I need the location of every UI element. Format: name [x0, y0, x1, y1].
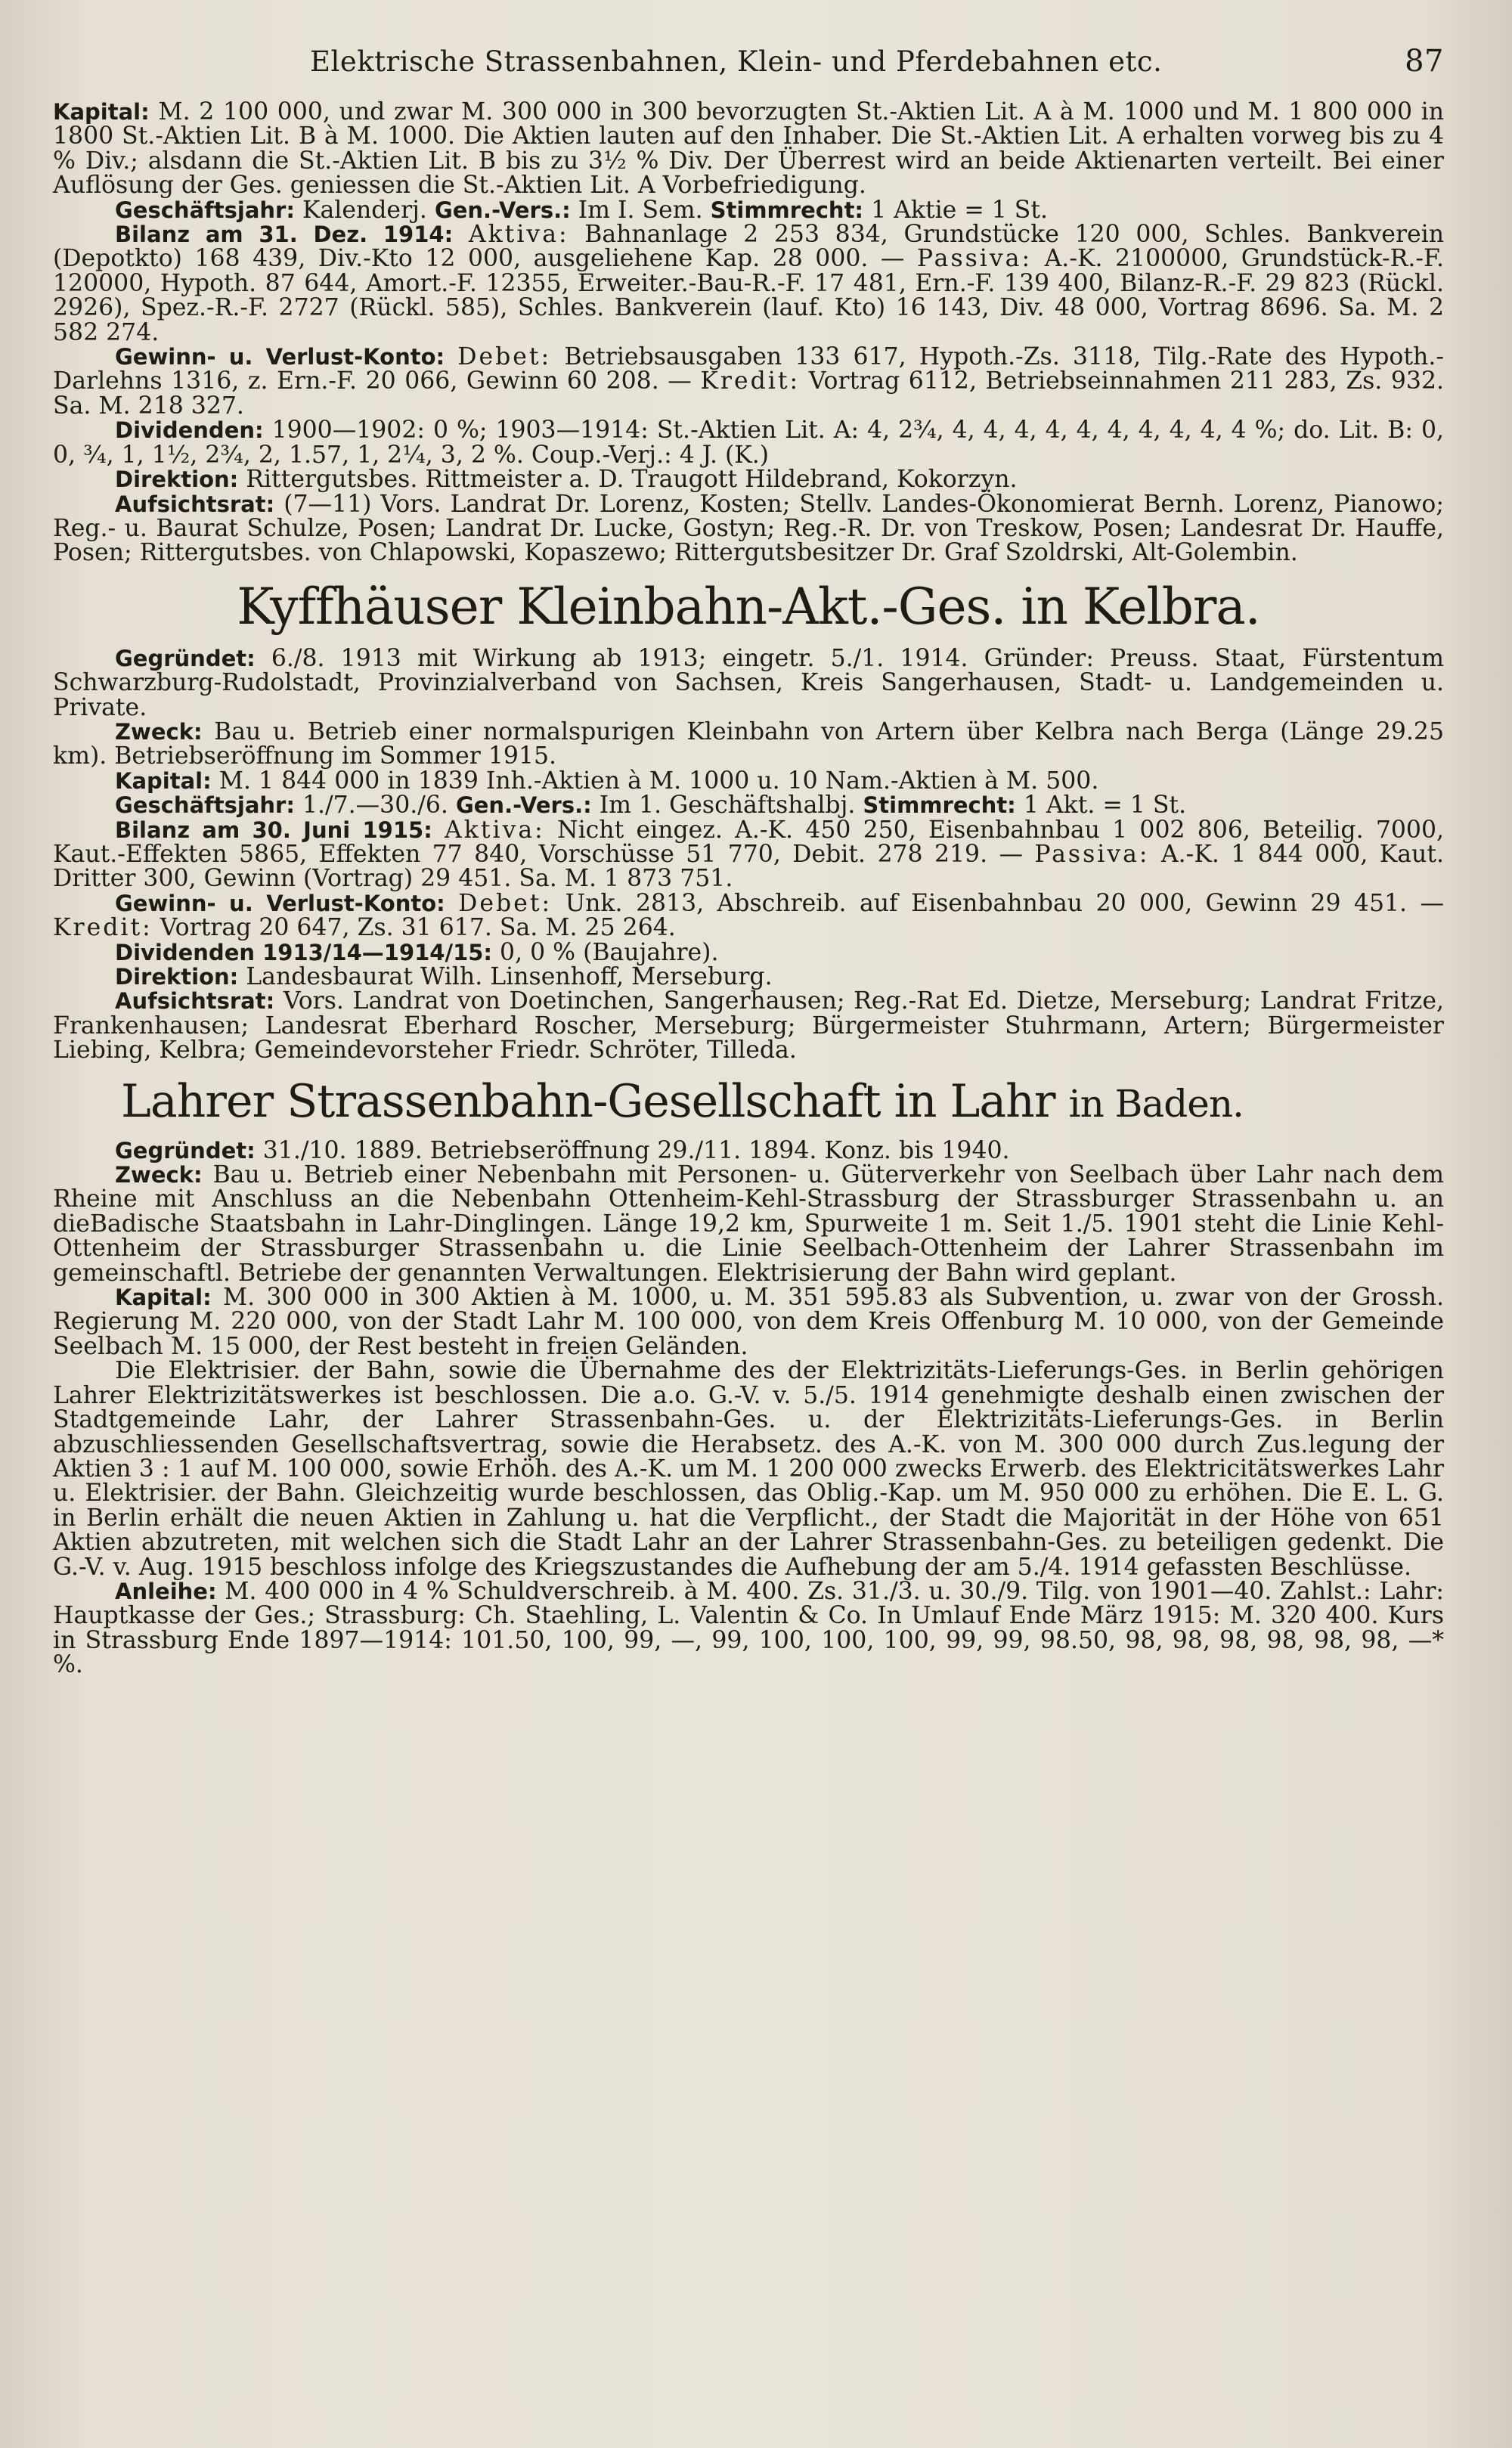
gegruendet-paragraph: Gegründet: 6./8. 1913 mit Wirkung ab 1913; eingetr. 5./1. 1914. Gründer: Preuss. Staat, Fürstentum Schwarzburg-Rudolstadt, Provinzialverband von Sachsen, Kreis Sangerhausen, Stadt- u. Landgemeinden u. Private.: [53, 644, 1444, 721]
company-heading-kyffhaeuser: Kyffhäuser Kleinbahn-Akt.-Ges. in Kelbra.: [237, 577, 1260, 636]
kapital-paragraph: Kapital: M. 1 844 000 in 1839 Inh.-Aktien à M. 1000 u. 10 Nam.-Aktien à M. 500.: [115, 767, 1099, 795]
zweck-paragraph: Zweck: Bau u. Betrieb einer normalspurigen Kleinbahn von Artern über Kelbra nach Berga (Länge 29.25 km). Betriebseröffnung im Sommer 1915.: [53, 717, 1445, 770]
kapital-paragraph: Kapital: M. 300 000 in 300 Aktien à M. 1000, u. M. 351 595.83 als Subvention, u. zwar von der Grossh. Regierung M. 220 000, von der Stadt Lahr M. 100 000, von dem Kreis Offenburg M. 10 000, von der Gemeinde Seelbach M. 15 000, der Rest besteht in freien Geländen.: [53, 1284, 1445, 1360]
zweck-paragraph: Zweck: Bau u. Betrieb einer Nebenbahn mit Personen- u. Güterverkehr von Seelbach über Lahr nach dem Rheine mit Anschluss an die Nebenbahn Ottenheim-Kehl-Strassburg der Strassburger Strassenbahn u. an dieBadische Staatsbahn in Lahr-Dinglingen. Länge 19,2 km, Spurweite 1 m. Seit 1./5. 1901 steht die Linie Kehl-Ottenheim der Strassburger Strassenbahn u. die Linie Seelbach-Ottenheim der Lahrer Strassenbahn im gemeinschaftl. Betriebe der genannten Verwaltungen. Elektrisierung der Bahn wird geplant.: [53, 1161, 1445, 1287]
direktion-paragraph: Direktion: Rittergutsbes. Rittmeister a. D. Traugott Hildebrand, Kokorzyn.: [115, 466, 1018, 494]
geschaeftsjahr-paragraph: Geschäftsjahr: Kalenderj. Gen.-Vers.: Im I. Sem. Stimmrecht: 1 Aktie = 1 St.: [115, 196, 1049, 224]
dividenden-paragraph: Dividenden 1913/14—1914/15: 0, 0 % (Baujahre).: [115, 938, 719, 966]
section-kyffhaeuser: [53, 578, 1444, 1063]
direktion-paragraph: Direktion: Landesbaurat Wilh. Linsenhoff, Merseburg.: [115, 963, 773, 990]
bilanz-paragraph: Bilanz am 30. Juni 1915: Aktiva: Nicht eingez. A.-K. 450 250, Eisenbahnbau 1 002 806, Beteilig. 7000, Kaut.-Effekten 5865, Effekten 77 840, Vorschüsse 51 770, Debit. 278 219. — Passiva: A.-K. 1 844 000, Kaut. Dritter 300, Gewinn (Vortrag) 29 451. Sa. M. 1 873 751.: [53, 816, 1444, 893]
running-title: Elektrische Strassenbahnen, Klein- und Pferdebahnen etc.: [310, 45, 1163, 78]
gewinn-verlust-paragraph: Gewinn- u. Verlust-Konto: Debet: Unk. 2813, Abschreib. auf Eisenbahnbau 20 000, Gewinn 29 451. — Kredit: Vortrag 20 647, Zs. 31 617. Sa. M. 25 264.: [53, 889, 1444, 942]
dividenden-paragraph: Dividenden: 1900—1902: 0 %; 1903—1914: St.-Aktien Lit. A: 4, 2¾, 4, 4, 4, 4, 4, 4, 4, 4, 4, 4 %; do. Lit. B: 0, 0, ¾, 1, 1½, 2¾, 2, 1.57, 1, 2¼, 3, 2 %. Coup.-Verj.: 4 J. (K.): [53, 417, 1445, 469]
elektrisierung-paragraph: Die Elektrisier. der Bahn, sowie die Übernahme des der Elektrizitäts-Lieferungs-Ges. in Berlin gehörigen Lahrer Elektrizitätswerkes ist beschlossen. Die a.o. G.-V. v. 5./5. 1914 genehmigte deshalb einen zwischen der Stadtgemeinde Lahr, der Lahrer Strassenbahn-Ges. u. der Elektrizitäts-Lieferungs-Ges. in Berlin abzuschliessenden Gesellschaftsvertrag, sowie die Herabsetz. des A.-K. von M. 300 000 durch Zus.legung der Aktien 3 : 1 auf M. 100 000, sowie Erhöh. des A.-K. um M. 1 200 000 zwecks Erwerb. des Elektricitätswerkes Lahr u. Elektrisier. der Bahn. Gleichzeitig wurde beschlossen, das Oblig.-Kap. um M. 950 000 zu erhöhen. Die E. L. G. in Berlin erhält die neuen Aktien in Zahlung u. hat die Verpflicht., der Stadt die Majorität in der Höhe von 651 Aktien abzutreten, mit welchen sich die Stadt Lahr an der Lahrer Strassenbahn-Ges. zu beteiligen gedenkt. Die G.-V. v. Aug. 1915 beschloss infolge des Kriegszustandes die Aufhebung der am 5./4. 1914 gefassten Beschlüsse.: [53, 1357, 1444, 1581]
section-lahrer: [53, 1075, 1444, 1678]
running-header: [53, 44, 1444, 100]
aufsichtsrat-paragraph: Aufsichtsrat: Vors. Landrat von Doetinchen, Sangerhausen; Reg.-Rat Ed. Dietze, Merseburg; Landrat Fritze, Frankenhausen; Landesrat Eberhard Roscher, Merseburg; Bürgermeister Stuhrmann, Artern; Bürgermeister Liebing, Kelbra; Gemeindevorsteher Friedr. Schröter, Tilleda.: [53, 987, 1444, 1064]
aufsichtsrat-paragraph: Aufsichtsrat: (7—11) Vors. Landrat Dr. Lorenz, Kosten; Stellv. Landes-Ökonomierat Bernh. Lorenz, Pianowo; Reg.- u. Baurat Schulze, Posen; Landrat Dr. Lucke, Gostyn; Reg.-R. Dr. von Treskow, Posen; Landesrat Dr. Hauffe, Posen; Rittergutsbes. von Chlapowski, Kopaszewo; Rittergutsbesitzer Dr. Graf Szoldrski, Alt-Golembin.: [53, 490, 1445, 567]
geschaeftsjahr-paragraph: Geschäftsjahr: 1./7.—30./6. Gen.-Vers.: Im 1. Geschäftshalbj. Stimmrecht: 1 Akt. = 1 St.: [115, 792, 1187, 820]
bilanz-paragraph: Bilanz am 31. Dez. 1914: Aktiva: Bahnanlage 2 253 834, Grundstücke 120 000, Schles. Bankverein (Depotkto) 168 439, Div.-Kto 12 000, ausgeliehene Kap. 28 000. — Passiva: A.-K. 2100000, Grundstück-R.-F. 120000, Hypoth. 87 644, Amort.-F. 12355, Erweiter.-Bau-R.-F. 17 481, Ern.-F. 139 400, Bilanz-R.-F. 29 823 (Rückl. 2926), Spez.-R.-F. 2727 (Rückl. 585), Schles. Bankverein (lauf. Kto) 16 143, Div. 48 000, Vortrag 8696. Sa. M. 2 582 274.: [53, 221, 1445, 346]
anleihe-paragraph: Anleihe: M. 400 000 in 4 % Schuldverschreib. à M. 400. Zs. 31./3. u. 30./9. Tilg. von 1901—40. Zahlst.: Lahr: Hauptkasse der Ges.; Strassburg: Ch. Staehling, L. Valentin & Co. In Umlauf Ende März 1915: M. 320 400. Kurs in Strassburg Ende 1897—1914: 101.50, 100, 99, —, 99, 100, 100, 100, 99, 99, 98.50, 98, 98, 98, 98, 98, 98, —* %.: [53, 1577, 1444, 1679]
gegruendet-paragraph: Gegründet: 31./10. 1889. Betriebseröffnung 29./11. 1894. Konz. bis 1940.: [115, 1136, 1010, 1164]
company-heading-lahrer: Lahrer Strassenbahn-Gesellschaft in Lahr in Baden.: [121, 1074, 1244, 1128]
gewinn-verlust-paragraph: Gewinn- u. Verlust-Konto: Debet: Betriebsausgaben 133 617, Hypoth.-Zs. 3118, Tilg.-Rate des Hypoth.-Darlehns 1316, z. Ern.-F. 20 066, Gewinn 60 208. — Kredit: Vortrag 6112, Betriebseinnahmen 211 283, Zs. 932. Sa. M. 218 327.: [53, 343, 1445, 420]
page-number: 87: [1405, 44, 1444, 79]
kapital-paragraph: Kapital: M. 2 100 000, und zwar M. 300 000 in 300 bevorzugten St.-Aktien Lit. A à M. 1000 und M. 1 800 000 in 1800 St.-Aktien Lit. B à M. 1000. Die Aktien lauten auf den Inhaber. Die St.-Aktien Lit. A erhalten vorweg bis zu 4 % Div.; alsdann die St.-Aktien Lit. B bis zu 3½ % Div. Der Überrest wird an beide Aktienarten verteilt. Bei einer Auflösung der Ges. geniessen die St.-Aktien Lit. A Vorbefriedigung.: [53, 98, 1444, 200]
section-previous-company: [53, 100, 1444, 566]
